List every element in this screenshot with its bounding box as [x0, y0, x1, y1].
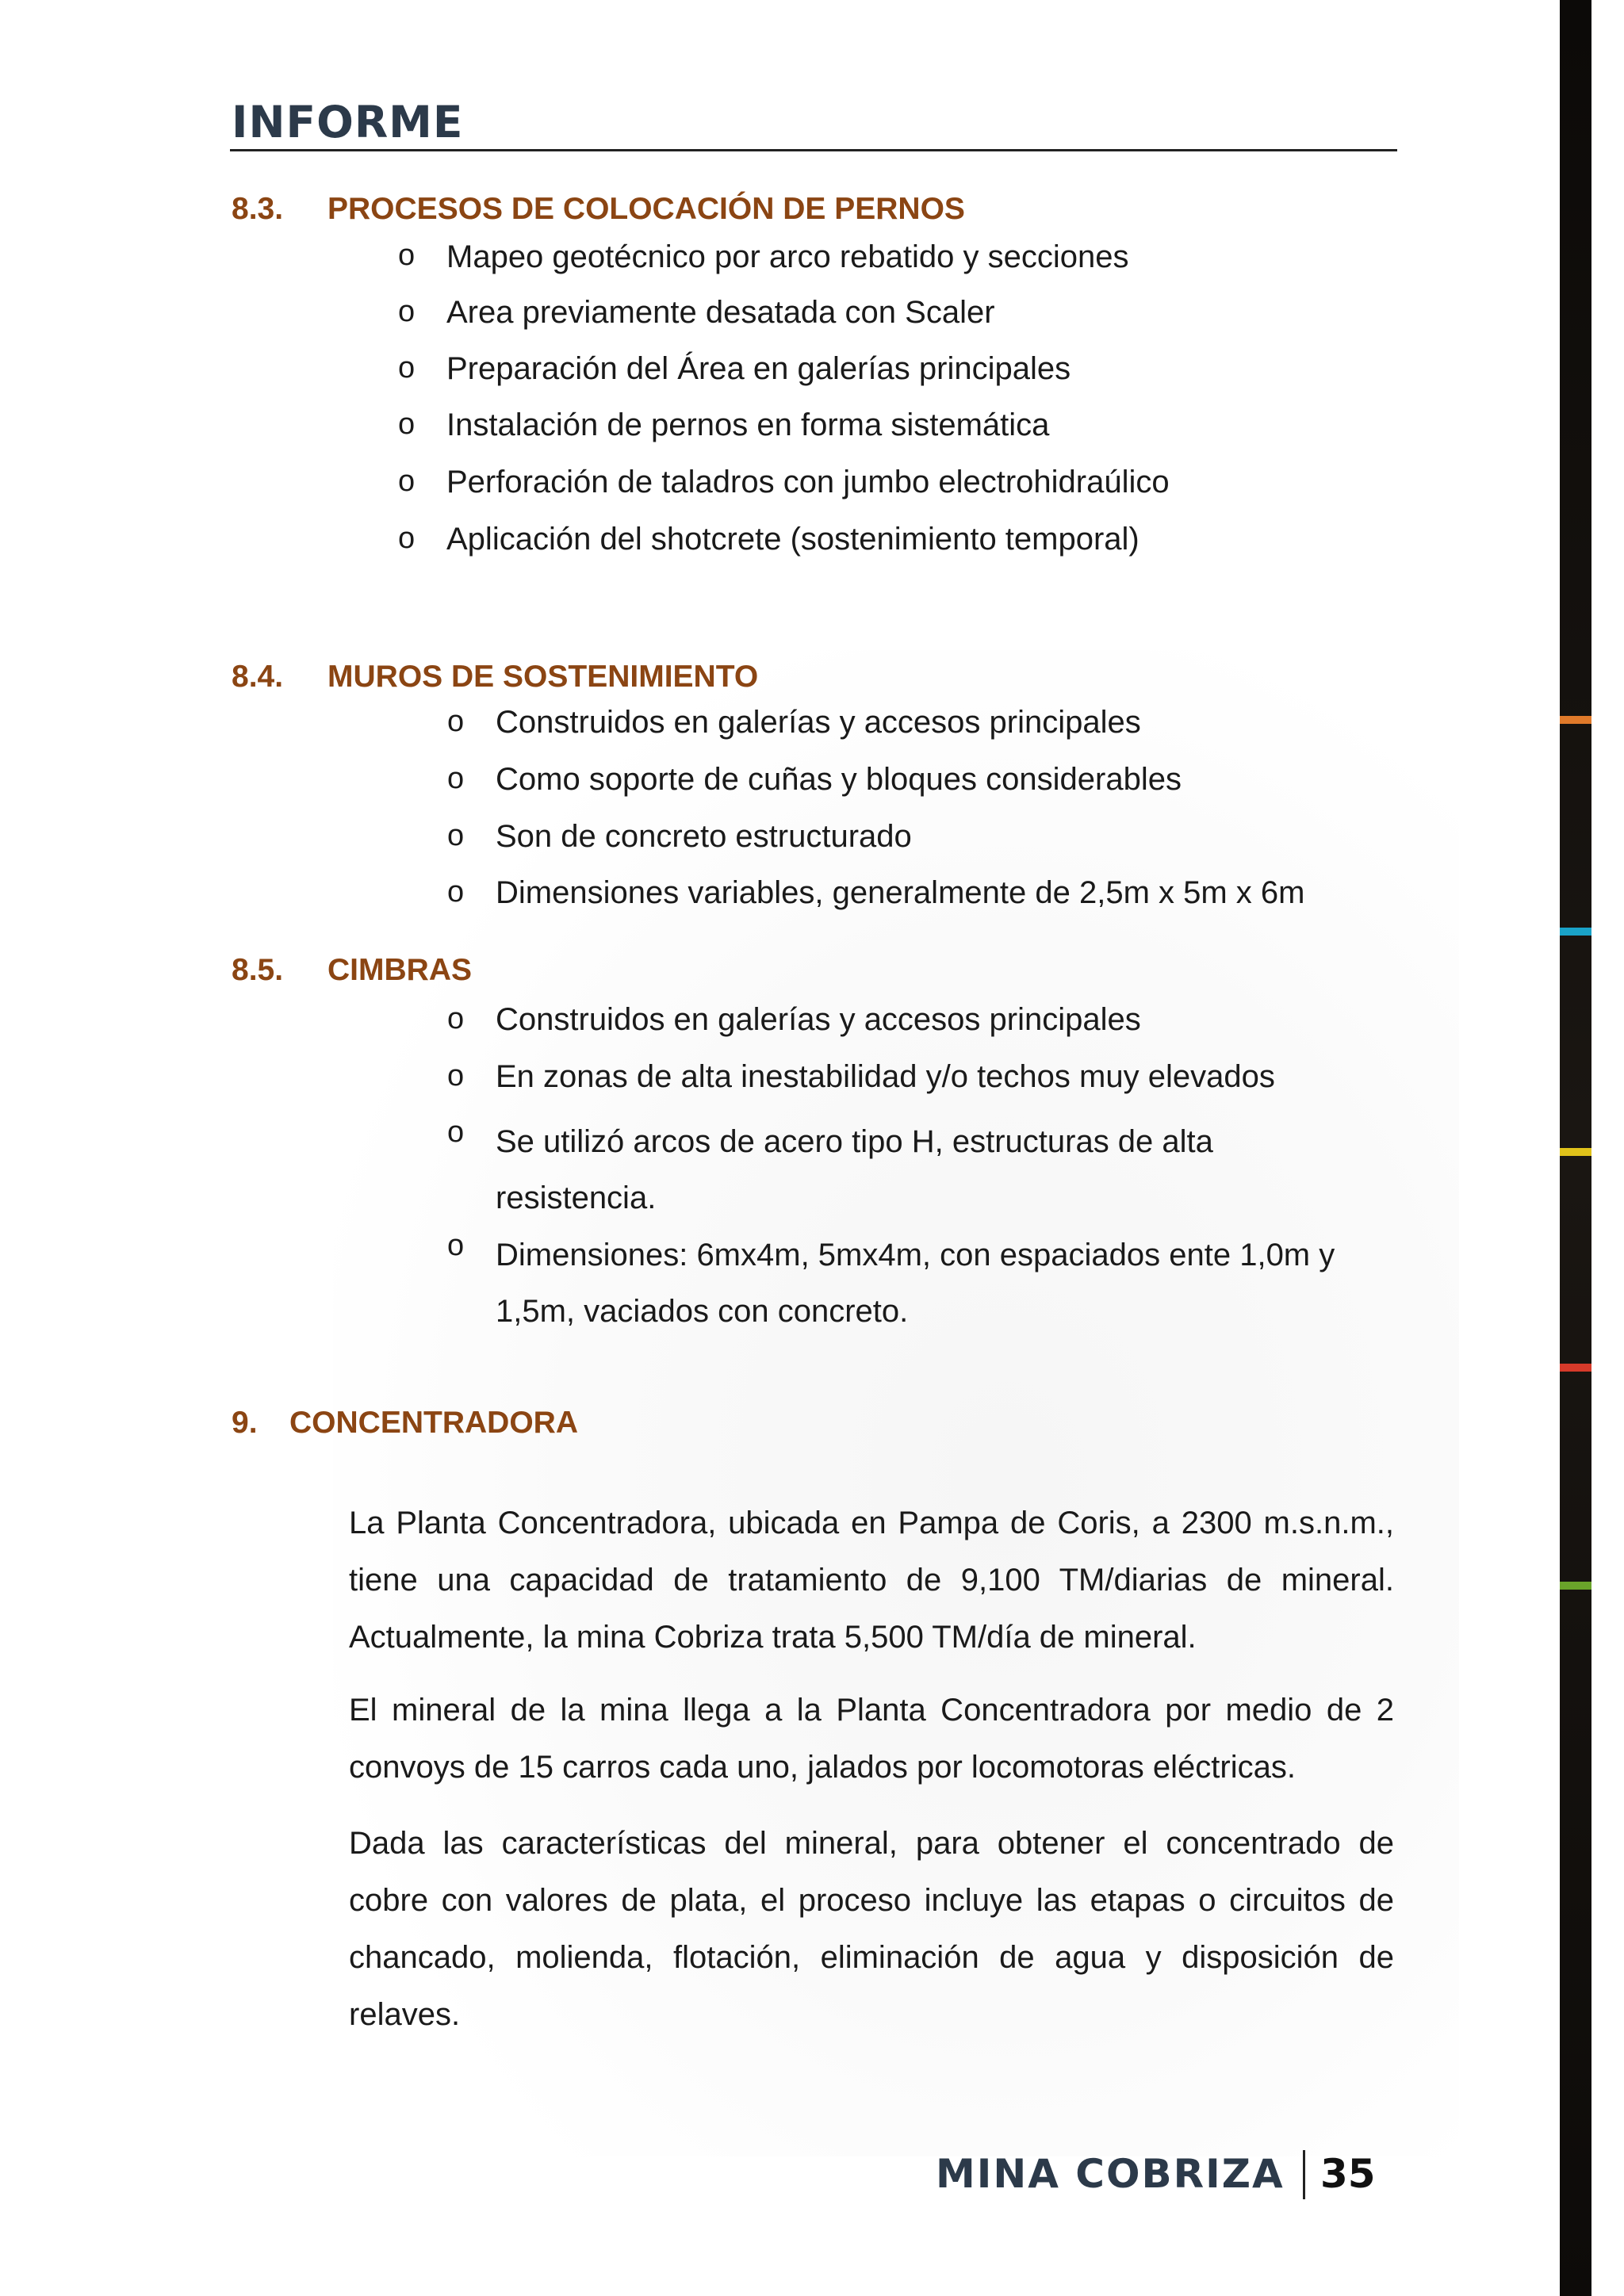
section-number: 8.4.	[232, 660, 284, 694]
list-item: Preparación del Área en galerías principales	[446, 351, 1071, 386]
strip-mark-cyan	[1560, 928, 1591, 936]
list-item: Area previamente desatada con Scaler	[446, 295, 995, 330]
list-item: Dimensiones variables, generalmente de 2,5m x 5m x 6m	[496, 875, 1305, 910]
section-number: 8.5.	[232, 953, 284, 987]
bullet-marker: o	[447, 762, 465, 795]
list-item: Aplicación del shotcrete (sostenimiento temporal)	[446, 522, 1139, 557]
section-number: 8.3.	[232, 192, 284, 226]
section-title: MUROS DE SOSTENIMIENTO	[327, 660, 759, 694]
strip-mark-green	[1560, 1582, 1591, 1590]
bullet-marker: o	[398, 351, 416, 385]
header-divider	[230, 149, 1397, 151]
list-item: Construidos en galerías y accesos principales	[496, 705, 1141, 740]
section-title: CIMBRAS	[327, 953, 472, 987]
page-number: 35	[1320, 2151, 1376, 2197]
bullet-marker: o	[447, 1229, 465, 1262]
section-title: CONCENTRADORA	[289, 1406, 578, 1440]
bullet-marker: o	[447, 1059, 465, 1093]
paragraph: El mineral de la mina llega a la Planta Concentradora por medio de 2 convoys de 15 carros cada uno, jalados por locomotoras eléctricas.	[349, 1693, 1394, 1785]
list-item: Como soporte de cuñas y bloques considerables	[496, 762, 1182, 797]
section-title: PROCESOS DE COLOCACIÓN DE PERNOS	[327, 192, 965, 226]
bullet-marker: o	[398, 408, 416, 441]
bullet-marker: o	[398, 465, 416, 498]
bullet-marker: o	[447, 1002, 465, 1035]
bullet-marker: o	[447, 819, 465, 852]
list-item: Perforación de taladros con jumbo electrohidraúlico	[446, 465, 1170, 499]
list-item: Se utilizó arcos de acero tipo H, estructuras de alta resistencia.	[496, 1124, 1213, 1215]
list-item: En zonas de alta inestabilidad y/o techos muy elevados	[496, 1059, 1275, 1094]
list-item: Instalación de pernos en forma sistemática	[446, 408, 1050, 442]
page-header-title: INFORME	[232, 97, 464, 147]
paragraph: La Planta Concentradora, ubicada en Pampa de Coris, a 2300 m.s.n.m., tiene una capacidad de tratamiento de 9,100 TM/diarias de mineral. Actualmente, la mina Cobriza trata 5,500 TM/día de mineral.	[349, 1506, 1394, 1655]
footer-publication-name: MINA COBRIZA	[936, 2151, 1285, 2197]
strip-mark-red	[1560, 1364, 1591, 1372]
paragraph: Dada las características del mineral, para obtener el concentrado de cobre con valores de plata, el proceso incluye las etapas o circuitos de chancado, molienda, flotación, eliminación de agua y disposición de relaves.	[349, 1826, 1394, 2032]
bullet-marker: o	[398, 239, 416, 272]
list-item: Construidos en galerías y accesos principales	[496, 1002, 1141, 1037]
bullet-marker: o	[447, 875, 465, 909]
section-number: 9.	[232, 1406, 258, 1440]
list-item: Mapeo geotécnico por arco rebatido y secciones	[446, 239, 1129, 274]
strip-mark-orange	[1560, 716, 1591, 724]
list-item: Son de concreto estructurado	[496, 819, 912, 854]
footer-divider	[1303, 2150, 1305, 2199]
bullet-marker: o	[398, 522, 416, 555]
strip-mark-yellow	[1560, 1148, 1591, 1156]
bullet-marker: o	[398, 295, 416, 328]
decorative-side-strip	[1560, 0, 1591, 2296]
bullet-marker: o	[447, 705, 465, 738]
bullet-marker: o	[447, 1115, 465, 1149]
list-item: Dimensiones: 6mx4m, 5mx4m, con espaciados ente 1,0m y 1,5m, vaciados con concreto.	[496, 1238, 1335, 1329]
